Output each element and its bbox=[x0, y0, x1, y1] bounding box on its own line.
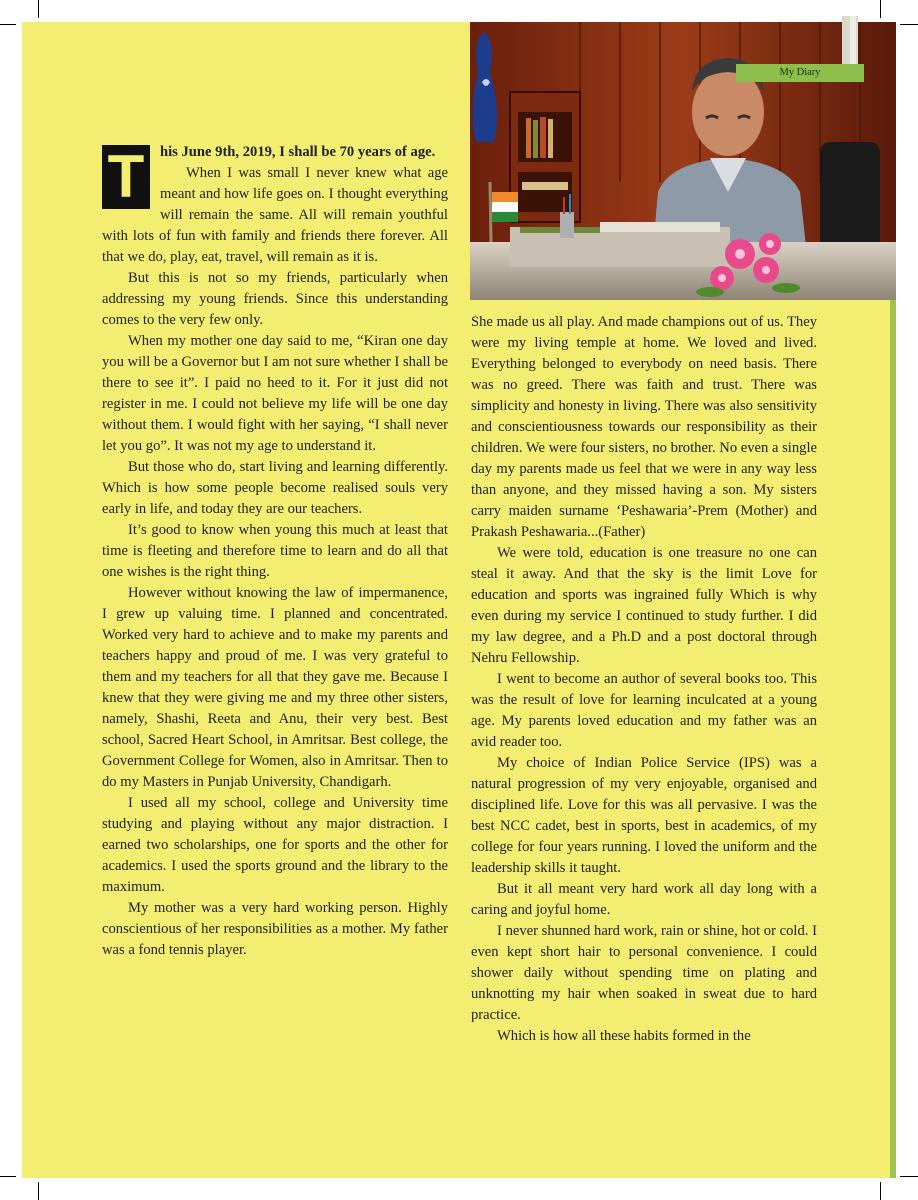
crop-mark bbox=[900, 24, 918, 25]
page-tab-highlight bbox=[850, 16, 856, 70]
crop-mark bbox=[900, 1176, 918, 1177]
paragraph: My mother was a very hard working person. Highly conscientious of her responsibilities as a mother. My father was a fond tennis player. bbox=[102, 900, 448, 958]
paragraph: I used all my school, college and University time studying and playing without any major distraction. I earned two scholarships, one for sports and the other for academics. I used the sports ground and the library to the maximum. bbox=[102, 795, 448, 895]
paragraph: I went to become an author of several books too. This was the result of love for learning inculcated at a young age. My parents loved education and my father was an avid reader too. bbox=[471, 671, 817, 750]
paragraph: Which is how all these habits formed in the bbox=[497, 1028, 751, 1044]
lead-bold-text: his June 9th, 2019, I shall be 70 years of age. bbox=[160, 144, 436, 160]
crop-mark bbox=[880, 0, 881, 18]
paragraph-continuation: She made us all play. And made champions out of us. They were my living temple at home. We loved and lived. Everything belonged to everybody on need basis. There was no greed. There was faith and trust. There was simplicity and honesty in living. There was also sensitivity and conscientiousness towards our responsibility as their children. We were four sisters, no brother. No even a single day my parents made us feel that we were in any way less than anyone, and they missed having a son. My sisters carry maiden surname ‘Peshawaria’-Prem (Mother) and Prakash Peshawaria...(Father) bbox=[471, 314, 817, 540]
lead-paragraph bbox=[102, 142, 448, 163]
section-label: My Diary bbox=[736, 64, 864, 82]
article-left-column bbox=[102, 142, 448, 961]
paragraph: However without knowing the law of impermanence, I grew up valuing time. I planned and concentrated. Worked very hard to achieve and to make my parents and teachers happy and proud of me. I was very grateful to them and my teachers for all that they gave me. Because I knew that they were giving me and my three other sisters, namely, Shashi, Reeta and Anu, their very best. Best school, Sacred Heart School, in Amritsar. Best college, the Government College for Women, also in Amritsar. Then to do my Masters in Punjab University, Chandigarh. bbox=[102, 585, 448, 790]
crop-mark bbox=[38, 0, 39, 18]
crop-mark bbox=[880, 1182, 881, 1200]
crop-mark bbox=[38, 1182, 39, 1200]
article-right-column bbox=[471, 312, 817, 1047]
crop-mark bbox=[0, 24, 16, 25]
drop-cap: T bbox=[102, 145, 150, 209]
paragraph: But those who do, start living and learning differently. Which is how some people become realised souls very early in life, and today they are our teachers. bbox=[102, 459, 448, 517]
paragraph: It’s good to know when young this much at least that time is fleeting and therefore time to learn and do all that one wishes is the right thing. bbox=[102, 522, 448, 580]
paragraph: I never shunned hard work, rain or shine, hot or cold. I even kept short hair to personal convenience. I could shower daily without spending time on plating and unknotting my hair when soaked in sweat due to hard practice. bbox=[471, 923, 817, 1023]
paragraph: But this is not so my friends, particularly when addressing my young friends. Since this understanding comes to the very few only. bbox=[102, 270, 448, 328]
paragraph: When I was small I never knew what age meant and how life goes on. I thought everything will remain the same. All will remain youthful with lots of fun with family and friends there forever. All that we do, play, eat, travel, will remain as it is. bbox=[102, 165, 448, 265]
paragraph: We were told, education is one treasure no one can steal it away. And that the sky is the limit Love for education and sports was ingrained fully Which is why even during my service I continued to study further. I did my law degree, and a Ph.D and a post doctoral through Nehru Fellowship. bbox=[471, 545, 817, 666]
paragraph: When my mother one day said to me, “Kiran one day you will be a Governor but I am not sure whether I shall be there to see it”. I paid no heed to it. For it just did not register in me. I could not believe my life will be one day without them. I would fight with her saying, “I shall never let you go”. It was not my age to understand it. bbox=[102, 333, 448, 454]
paragraph: My choice of Indian Police Service (IPS) was a natural progression of my very enjoyable, organised and disciplined life. Love for this was all pervasive. I was the best NCC cadet, best in sports, best in academics, of my college for four years running. I loved the uniform and the leadership skills it taught. bbox=[471, 755, 817, 876]
crop-mark bbox=[0, 1176, 16, 1177]
paragraph: But it all meant very hard work all day long with a caring and joyful home. bbox=[471, 881, 817, 918]
